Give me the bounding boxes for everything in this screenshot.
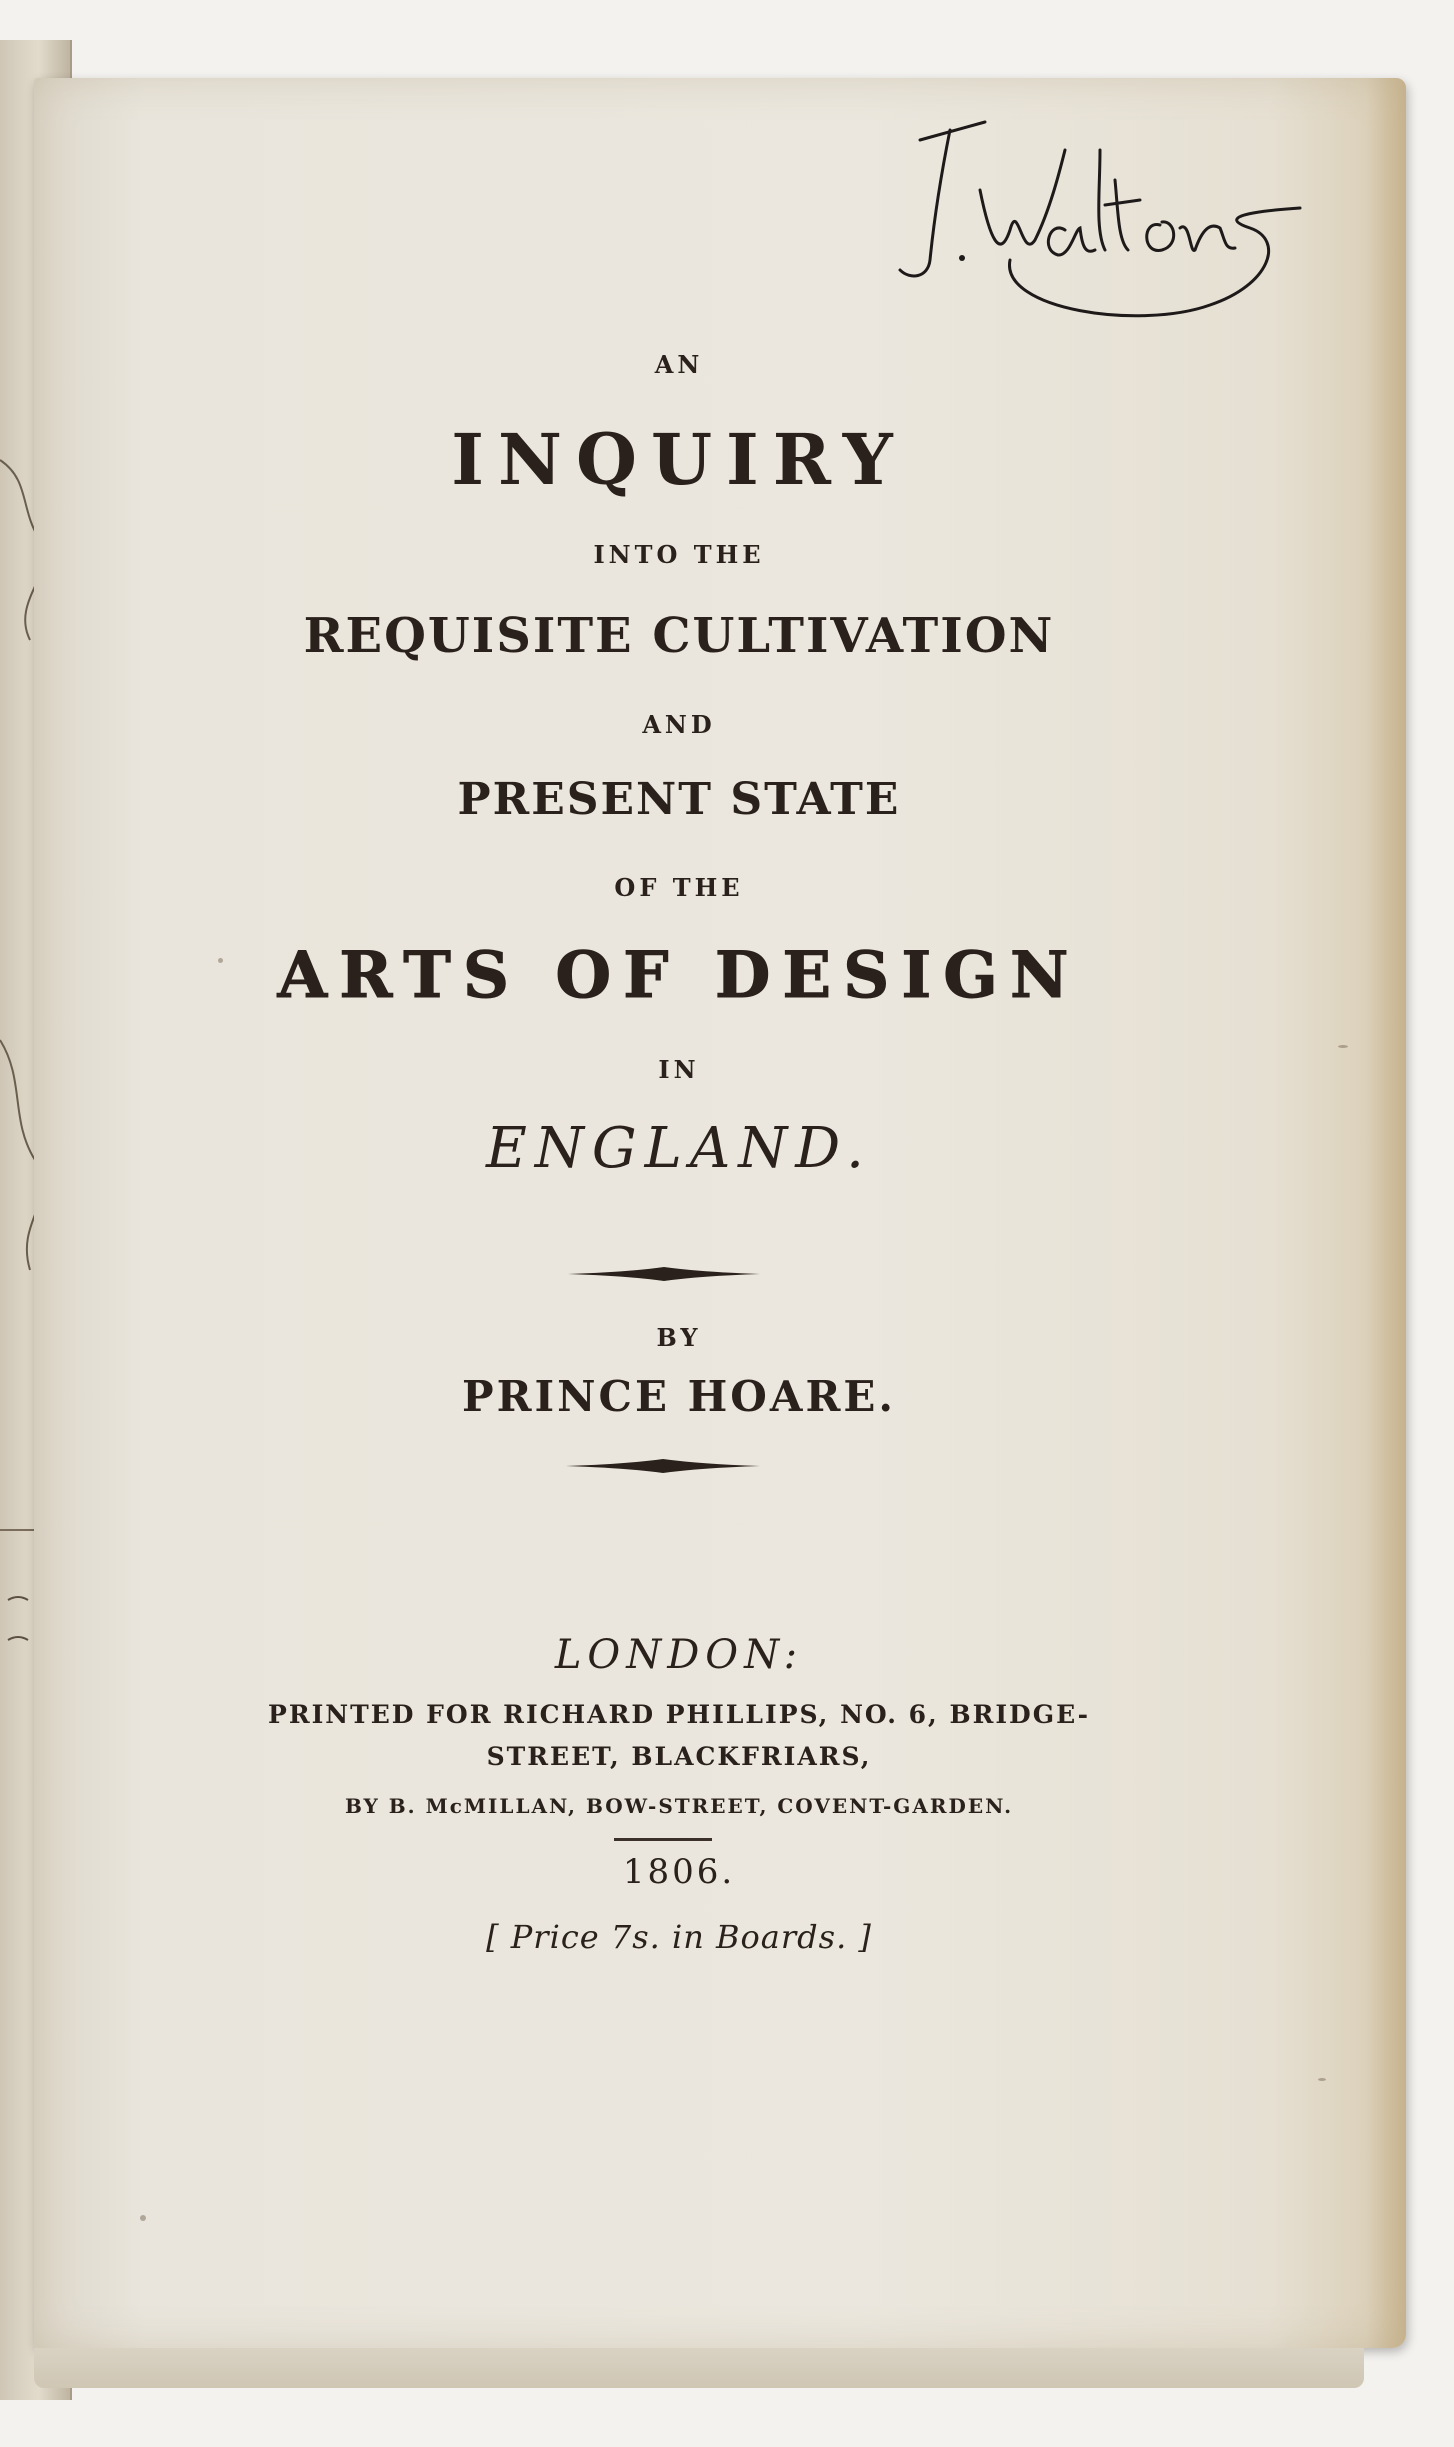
- paper-spot: [140, 2215, 146, 2221]
- paper-spot: [218, 958, 223, 963]
- imprint-line-2: STREET, BLACKFRIARS,: [486, 1742, 872, 1771]
- page-foxed-edge: [1366, 78, 1406, 2348]
- title-connector-in: IN: [658, 1055, 700, 1084]
- page-bottom-edge: [34, 2348, 1364, 2388]
- imprint-line-1: PRINTED FOR RICHARD PHILLIPS, NO. 6, BRIDGE-: [268, 1700, 1090, 1729]
- title-present-state: PRESENT STATE: [457, 774, 901, 825]
- paper-spot: [1318, 2078, 1326, 2081]
- title-requisite: REQUISITE CULTIVATION: [303, 608, 1055, 664]
- author-by: BY: [656, 1323, 702, 1352]
- title-connector-and: AND: [642, 710, 716, 739]
- title-article: AN: [654, 350, 704, 379]
- title-connector-of: OF THE: [614, 873, 744, 902]
- imprint-city: LONDON:: [554, 1632, 804, 1678]
- author-name: PRINCE HOARE.: [462, 1372, 896, 1421]
- imprint-year: 1806.: [622, 1852, 736, 1892]
- imprint-line-3: BY B. McMILLAN, BOW-STREET, COVENT-GARDEN.: [344, 1794, 1014, 1818]
- title-arts-of-design: ARTS OF DESIGN: [277, 938, 1081, 1013]
- title-main-word: INQUIRY: [451, 418, 907, 501]
- paper-spot: [1338, 1045, 1348, 1048]
- ornamental-rule-top: [568, 1266, 760, 1282]
- imprint-price: [ Price 7s. in Boards. ]: [486, 1918, 872, 1956]
- signature-handwritten: [890, 110, 1320, 330]
- title-connector-into: INTO THE: [593, 540, 765, 569]
- title-england: ENGLAND.: [486, 1116, 872, 1181]
- ornamental-rule-bottom: [566, 1458, 760, 1474]
- imprint-rule: [614, 1838, 712, 1841]
